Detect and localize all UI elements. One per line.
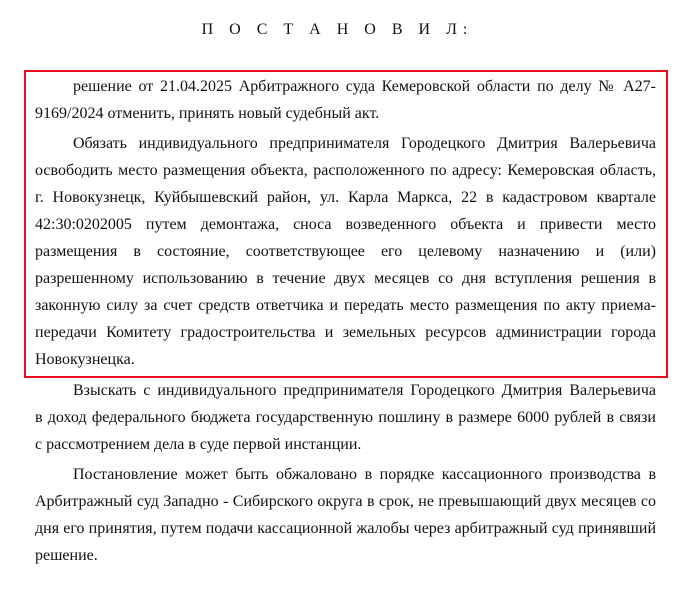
paragraph-4-line-2: Арбитражный суд Западно - Сибирского округа в срок, не превышающий двух месяцев со [35,493,656,510]
paragraph-2-line-2: освободить место размещения объекта, расположенного по адресу: Кемеровская область, [35,162,656,179]
document-heading: П О С Т А Н О В И Л: [201,21,474,38]
paragraph-2-line-7: законную силу за счет средств ответчика и передать место размещения по акту приема- [35,297,656,314]
paragraph-2-line-4: 42:30:0202005 путем демонтажа, сноса возведенного объекта и привести место [35,216,656,233]
paragraph-2-line-5: размещения в состояние, соответствующее его целевому назначению и (или) [35,243,656,260]
paragraph-3-line-3: с рассмотрением дела в суде первой инстанции. [35,436,362,453]
paragraph-2-line-6: разрешенному использованию в течение двух месяцев со дня вступления решения в [35,270,656,287]
paragraph-1-line-1: решение от 21.04.2025 Арбитражного суда Кемеровской области по делу № А27- [73,78,656,95]
paragraph-4-line-3: дня его принятия, путем подачи кассационной жалобы через арбитражный суд принявший [35,520,656,537]
paragraph-2-line-3: г. Новокузнецк, Куйбышевский район, ул. Карла Маркса, 22 в кадастровом квартале [35,189,656,206]
paragraph-2-line-9: Новокузнецка. [35,351,135,368]
paragraph-2-line-8: передачи Комитету градостроительства и земельных ресурсов администрации города [35,324,656,341]
paragraph-2-line-1: Обязать индивидуального предпринимателя Городецкого Дмитрия Валерьевича [73,135,656,152]
paragraph-4-line-4: решение. [35,547,98,564]
paragraph-1-line-2: 9169/2024 отменить, принять новый судебный акт. [35,105,380,122]
paragraph-3-line-2: в доход федерального бюджета государственную пошлину в размере 6000 рублей в связи [35,409,656,426]
paragraph-4-line-1: Постановление может быть обжаловано в порядке кассационного производства в [73,466,656,483]
paragraph-3-line-1: Взыскать с индивидуального предпринимателя Городецкого Дмитрия Валерьевича [73,382,656,399]
